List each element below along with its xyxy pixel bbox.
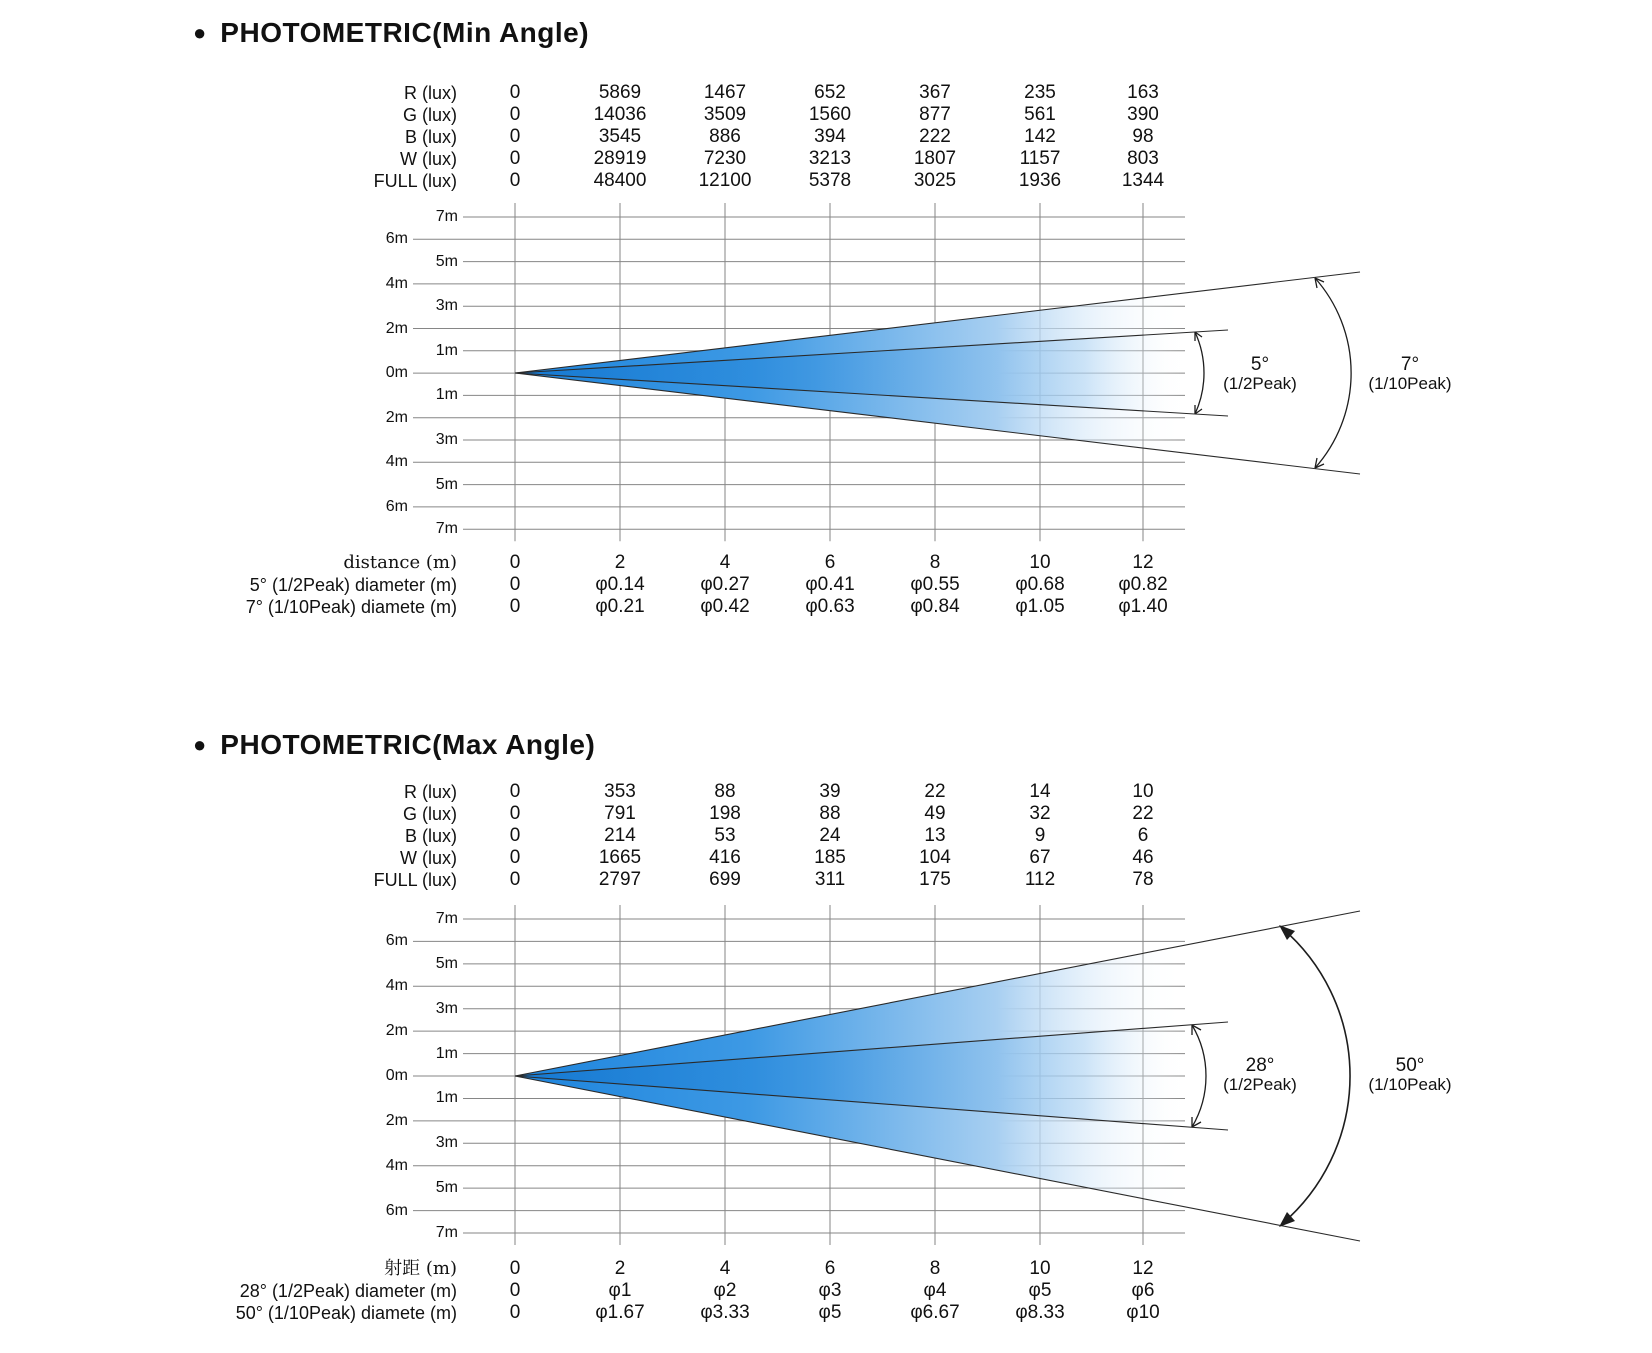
lux-row-label: W (lux) <box>400 149 457 169</box>
diameter-value: φ5 <box>818 1302 842 1323</box>
axis-label: 4m <box>385 453 408 471</box>
diameter-row-label: 50° (1/10Peak) diamete (m) <box>235 1303 457 1323</box>
distance-value: 2 <box>614 552 626 573</box>
lux-value: 46 <box>1132 847 1154 868</box>
tenth-peak-angle-caption: (1/10Peak) <box>1368 374 1452 393</box>
page-title: PHOTOMETRIC(Max Angle) <box>220 729 596 760</box>
axis-label: 2m <box>385 319 408 337</box>
lux-value: 3213 <box>808 148 852 169</box>
diameter-value: φ3.33 <box>700 1302 750 1323</box>
lux-value: 112 <box>1024 869 1056 890</box>
lux-value: 0 <box>509 104 521 125</box>
axis-label: 2m <box>385 1111 408 1129</box>
lux-value: 9 <box>1034 825 1046 846</box>
diameter-value: φ1.05 <box>1015 596 1065 617</box>
axis-label: 7m <box>435 520 458 538</box>
distance-value: 10 <box>1029 1258 1051 1279</box>
diameter-value: φ0.27 <box>700 574 750 595</box>
lux-row-label: FULL (lux) <box>373 870 457 890</box>
axis-label: 6m <box>385 230 408 248</box>
lux-value: 28919 <box>593 148 647 169</box>
lux-value: 88 <box>819 803 841 824</box>
axis-label: 3m <box>435 431 458 448</box>
lux-value: 49 <box>924 803 946 824</box>
lux-value: 367 <box>919 82 951 103</box>
lux-value: 886 <box>709 126 741 147</box>
distance-value: 12 <box>1132 1258 1154 1279</box>
axis-label: 7m <box>435 1224 458 1242</box>
lux-value: 22 <box>924 781 946 802</box>
lux-value: 235 <box>1024 82 1056 103</box>
lux-row-label: G (lux) <box>403 804 457 824</box>
lux-row-label: G (lux) <box>403 105 457 125</box>
axis-label: 4m <box>385 1156 408 1174</box>
diameter-row-label: 7° (1/10Peak) diamete (m) <box>245 597 457 617</box>
bullet-icon: ● <box>193 20 207 45</box>
lux-value: 39 <box>819 781 841 802</box>
axis-label: 7m <box>435 208 458 225</box>
distance-value: 0 <box>509 552 521 573</box>
diameter-value: φ6.67 <box>910 1302 960 1323</box>
axis-label: 0m <box>385 1067 408 1084</box>
lux-value: 32 <box>1029 803 1051 824</box>
lux-row-label: B (lux) <box>404 127 457 147</box>
diameter-value: φ0.84 <box>910 596 960 617</box>
diameter-value: φ1.40 <box>1118 596 1168 617</box>
diameter-value: φ10 <box>1126 1302 1160 1323</box>
axis-label: 1m <box>435 1089 458 1107</box>
axis-label: 2m <box>385 1022 408 1040</box>
lux-row-label: R (lux) <box>404 782 457 802</box>
axis-label: 3m <box>435 999 458 1017</box>
diameter-value: 0 <box>509 1302 521 1323</box>
diameter-row-label: 5° (1/2Peak) diameter (m) <box>249 575 457 595</box>
half-peak-angle-value: 5° <box>1250 354 1270 375</box>
distance-value: 4 <box>719 1258 731 1279</box>
diameter-value: φ5 <box>1028 1280 1052 1301</box>
axis-label: 1m <box>435 386 458 404</box>
lux-value: 222 <box>919 126 951 147</box>
lux-value: 394 <box>814 126 846 147</box>
tenth-peak-angle-value: 50° <box>1395 1055 1425 1076</box>
lux-value: 311 <box>814 869 846 890</box>
lux-value: 214 <box>604 825 636 846</box>
axis-label: 4m <box>385 977 408 995</box>
lux-value: 1344 <box>1121 170 1165 191</box>
diameter-value: 0 <box>509 1280 521 1301</box>
lux-value: 14 <box>1029 781 1051 802</box>
half-peak-angle-caption: (1/2Peak) <box>1223 1075 1297 1094</box>
lux-row-label: W (lux) <box>400 848 457 868</box>
distance-row-label: distance (m) <box>343 552 457 573</box>
axis-label: 5m <box>435 1179 458 1197</box>
axis-label: 6m <box>385 1201 408 1219</box>
half-peak-angle-value: 28° <box>1245 1055 1275 1076</box>
diameter-value: φ2 <box>713 1280 737 1301</box>
diameter-value: φ0.63 <box>805 596 855 617</box>
lux-row-label: B (lux) <box>404 826 457 846</box>
lux-value: 163 <box>1127 82 1159 103</box>
diameter-value: φ8.33 <box>1015 1302 1065 1323</box>
lux-value: 1665 <box>598 847 642 868</box>
diameter-value: φ6 <box>1131 1280 1155 1301</box>
diameter-row-label: 28° (1/2Peak) diameter (m) <box>239 1281 457 1301</box>
axis-label: 3m <box>435 297 458 315</box>
lux-value: 24 <box>819 825 841 846</box>
distance-value: 8 <box>929 552 941 573</box>
lux-row-label: FULL (lux) <box>373 171 457 191</box>
lux-value: 390 <box>1127 104 1159 125</box>
lux-value: 699 <box>709 869 741 890</box>
axis-label: 4m <box>385 274 408 292</box>
axis-label: 7m <box>435 910 458 927</box>
diameter-value: φ0.14 <box>595 574 645 595</box>
distance-value: 6 <box>824 552 836 573</box>
lux-value: 67 <box>1029 847 1051 868</box>
diameter-value: φ3 <box>818 1280 842 1301</box>
lux-value: 185 <box>814 847 846 868</box>
lux-value: 10 <box>1132 781 1154 802</box>
lux-value: 98 <box>1132 126 1154 147</box>
section-title-max <box>193 730 595 760</box>
lux-value: 0 <box>509 170 521 191</box>
diameter-value: φ4 <box>923 1280 947 1301</box>
distance-value: 0 <box>509 1258 521 1279</box>
diameter-value: 0 <box>509 574 521 595</box>
lux-value: 3509 <box>703 104 747 125</box>
lux-value: 0 <box>509 869 521 890</box>
distance-value: 12 <box>1132 552 1154 573</box>
page-title: PHOTOMETRIC(Min Angle) <box>220 17 590 48</box>
lux-value: 0 <box>509 803 521 824</box>
lux-value: 48400 <box>593 170 647 191</box>
axis-label: 2m <box>385 408 408 426</box>
diameter-value: 0 <box>509 596 521 617</box>
lux-value: 791 <box>604 803 636 824</box>
axis-label: 5m <box>435 954 458 972</box>
lux-value: 561 <box>1024 104 1056 125</box>
section-title-min <box>193 18 589 48</box>
lux-row-label: R (lux) <box>404 83 457 103</box>
lux-value: 13 <box>924 825 946 846</box>
lux-value: 1157 <box>1019 148 1061 169</box>
lux-value: 3545 <box>598 126 642 147</box>
axis-label: 1m <box>435 341 458 359</box>
lux-value: 1467 <box>703 82 747 103</box>
axis-label: 6m <box>385 932 408 950</box>
diameter-value: φ0.82 <box>1118 574 1168 595</box>
distance-value: 10 <box>1029 552 1051 573</box>
lux-value: 1936 <box>1018 170 1062 191</box>
lux-value: 198 <box>709 803 741 824</box>
distance-value: 4 <box>719 552 731 573</box>
distance-value: 6 <box>824 1258 836 1279</box>
diameter-value: φ0.41 <box>805 574 855 595</box>
lux-value: 0 <box>509 825 521 846</box>
lux-value: 2797 <box>598 869 642 890</box>
tenth-peak-angle-value: 7° <box>1400 354 1420 375</box>
diameter-value: φ1 <box>608 1280 632 1301</box>
lux-value: 0 <box>509 126 521 147</box>
distance-row-label: 射距 (m) <box>384 1258 457 1279</box>
axis-label: 3m <box>435 1134 458 1152</box>
lux-value: 0 <box>509 847 521 868</box>
distance-value: 8 <box>929 1258 941 1279</box>
lux-value: 6 <box>1137 825 1149 846</box>
lux-value: 53 <box>714 825 736 846</box>
lux-value: 1807 <box>913 148 957 169</box>
lux-value: 416 <box>709 847 741 868</box>
lux-value: 3025 <box>913 170 957 191</box>
lux-value: 7230 <box>703 148 747 169</box>
lux-value: 0 <box>509 148 521 169</box>
lux-value: 88 <box>714 781 736 802</box>
lux-value: 0 <box>509 82 521 103</box>
axis-label: 0m <box>385 364 408 382</box>
diameter-value: φ0.68 <box>1015 574 1065 595</box>
lux-value: 104 <box>919 847 951 868</box>
bullet-icon: ● <box>193 732 207 757</box>
diameter-value: φ0.42 <box>700 596 750 617</box>
axis-label: 5m <box>435 475 458 493</box>
distance-value: 2 <box>614 1258 626 1279</box>
lux-value: 353 <box>604 781 636 802</box>
lux-value: 5869 <box>598 82 642 103</box>
lux-value: 14036 <box>593 104 647 125</box>
lux-value: 12100 <box>698 170 752 191</box>
lux-value: 652 <box>814 82 846 103</box>
lux-value: 1560 <box>808 104 852 125</box>
axis-label: 5m <box>435 252 458 270</box>
axis-label: 1m <box>435 1044 458 1062</box>
diameter-value: φ1.67 <box>595 1302 645 1323</box>
diameter-value: φ0.55 <box>910 574 960 595</box>
axis-label: 6m <box>385 497 408 515</box>
lux-value: 175 <box>919 869 951 890</box>
lux-value: 22 <box>1132 803 1154 824</box>
lux-value: 877 <box>919 104 951 125</box>
lux-value: 0 <box>509 781 521 802</box>
diameter-value: φ0.21 <box>595 596 645 617</box>
lux-value: 142 <box>1024 126 1056 147</box>
lux-value: 78 <box>1132 869 1154 890</box>
lux-value: 803 <box>1127 148 1159 169</box>
tenth-peak-angle-caption: (1/10Peak) <box>1368 1075 1452 1094</box>
half-peak-angle-caption: (1/2Peak) <box>1223 374 1297 393</box>
lux-value: 5378 <box>808 170 852 191</box>
